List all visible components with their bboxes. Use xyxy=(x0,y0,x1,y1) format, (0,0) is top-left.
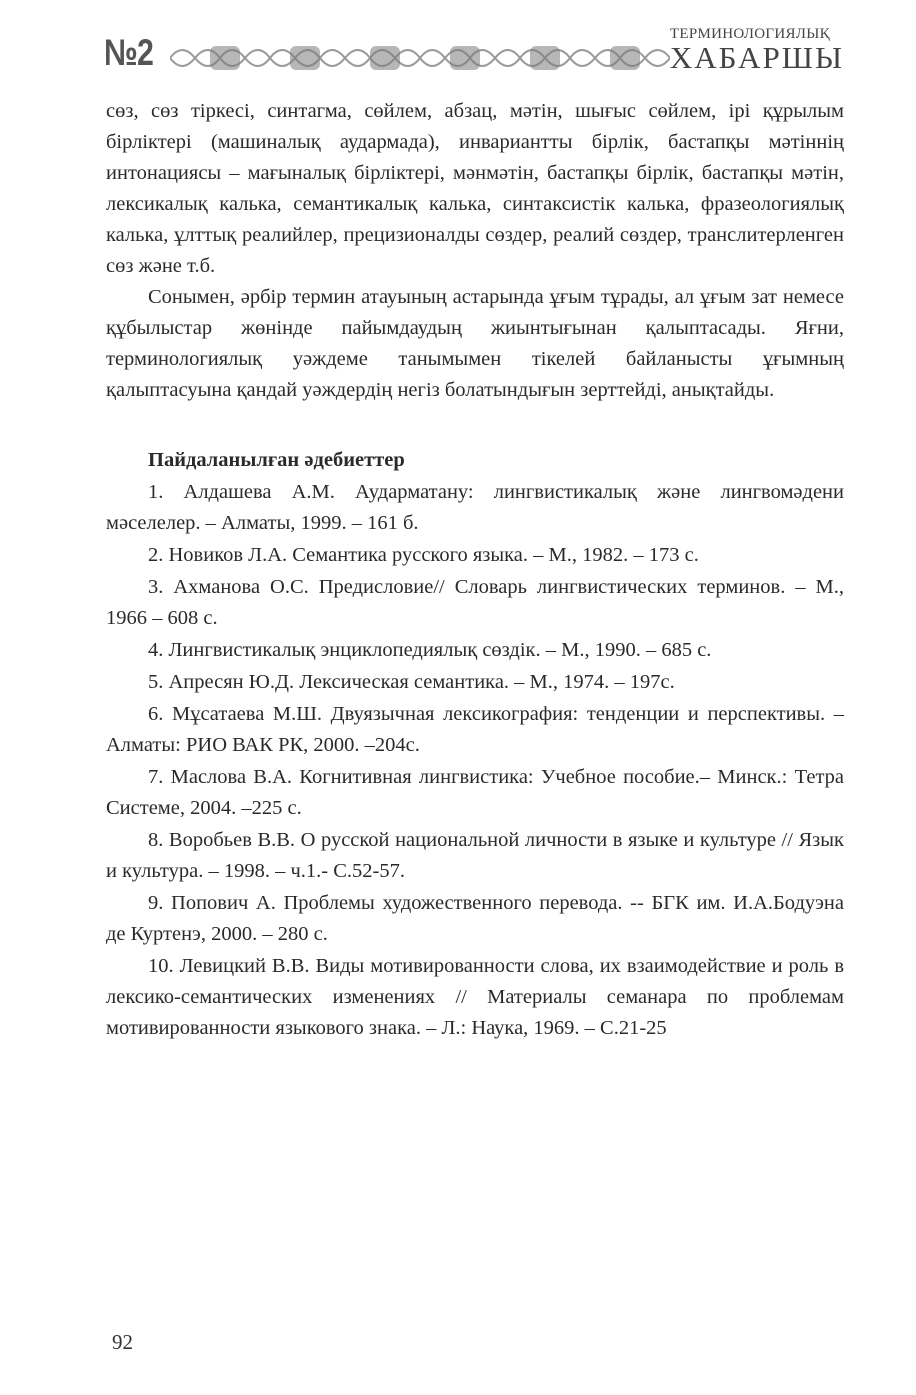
reference-item: 3. Ахманова О.С. Предисловие// Словарь лингвистических терминов. – М., 1966 – 608 с. xyxy=(106,576,844,629)
body-paragraph-2: Сонымен, әрбір термин атауының астарында ұғым тұрады, ал ұғым зат немесе құбылыстар жөнінде пайымдаудың жиынтығынан қалыптасады. Яғни, терминологиялық уәждеме танымымен тікелей байланысты ұғымның қалыптасуына қандай уәждердің негіз болатындығын зерттейді, анықтайды. xyxy=(106,286,844,401)
journal-title-line1: ТЕРМИНОЛОГИЯЛЫҚ xyxy=(669,26,830,42)
reference-item: 7. Маслова В.А. Когнитивная лингвистика: Учебное пособие.– Минск.: Тетра Системе, 2004. –225 с. xyxy=(106,766,844,819)
journal-title xyxy=(670,26,844,73)
reference-item: 10. Левицкий В.В. Виды мотивированности слова, их взаимодействие и роль в лексико-семантических изменениях // Материалы семанара по проблемам мотивированности языкового знака. – Л.: Наука, 1969. – С.21-25 xyxy=(106,955,844,1039)
reference-item: 1. Алдашева А.М. Аударматану: лингвистикалық және лингвомәдени мәселелер. – Алматы, 1999. – 161 б. xyxy=(106,481,844,534)
body-paragraph-1: сөз, сөз тіркесі, синтагма, сөйлем, абзац, мәтін, шығыс сөйлем, ірі құрылым бірліктері (машиналық аудармада), инвариантты бірлік, бастапқы мәтіннің интонациясы – мағыналық бірліктері, мәнмәтін, бастапқы бірлік, бастапқы мәтін, лексикалық калька, семантикалық калька, синтаксистік калька, фразеологиялық калька, ұлттық реалийлер, прецизионалды сөздер, реалий сөздер, транслитерленген сөз және т.б. xyxy=(106,100,844,277)
reference-item: 2. Новиков Л.А. Семантика русского языка. – М., 1982. – 173 с. xyxy=(148,544,699,566)
page-content xyxy=(106,96,844,1044)
journal-title-line2: ХАБАРШЫ xyxy=(669,40,844,75)
reference-item: 4. Лингвистикалық энциклопедиялық сөздік. – М., 1990. – 685 с. xyxy=(148,639,712,661)
references-list xyxy=(106,477,844,1044)
page-header xyxy=(104,26,844,86)
issue-number: №2 xyxy=(104,32,154,73)
references-heading: Пайдаланылған әдебиеттер xyxy=(148,449,405,471)
reference-item: 9. Попович А. Проблемы художественного перевода. -- БГК им. И.А.Бодуэна де Куртенэ, 2000. – 280 с. xyxy=(106,892,844,945)
ornament-band xyxy=(170,40,670,76)
reference-item: 8. Воробьев В.В. О русской национальной личности в языке и культуре // Язык и культура. – 1998. – ч.1.- С.52-57. xyxy=(106,829,844,882)
reference-item: 5. Апресян Ю.Д. Лексическая семантика. – М., 1974. – 197с. xyxy=(148,671,675,693)
reference-item: 6. Мұсатаева М.Ш. Двуязычная лексикография: тенденции и перспективы. – Алматы: РИО ВАК РК, 2000. –204с. xyxy=(106,703,844,756)
page-number: 92 xyxy=(112,1330,133,1354)
